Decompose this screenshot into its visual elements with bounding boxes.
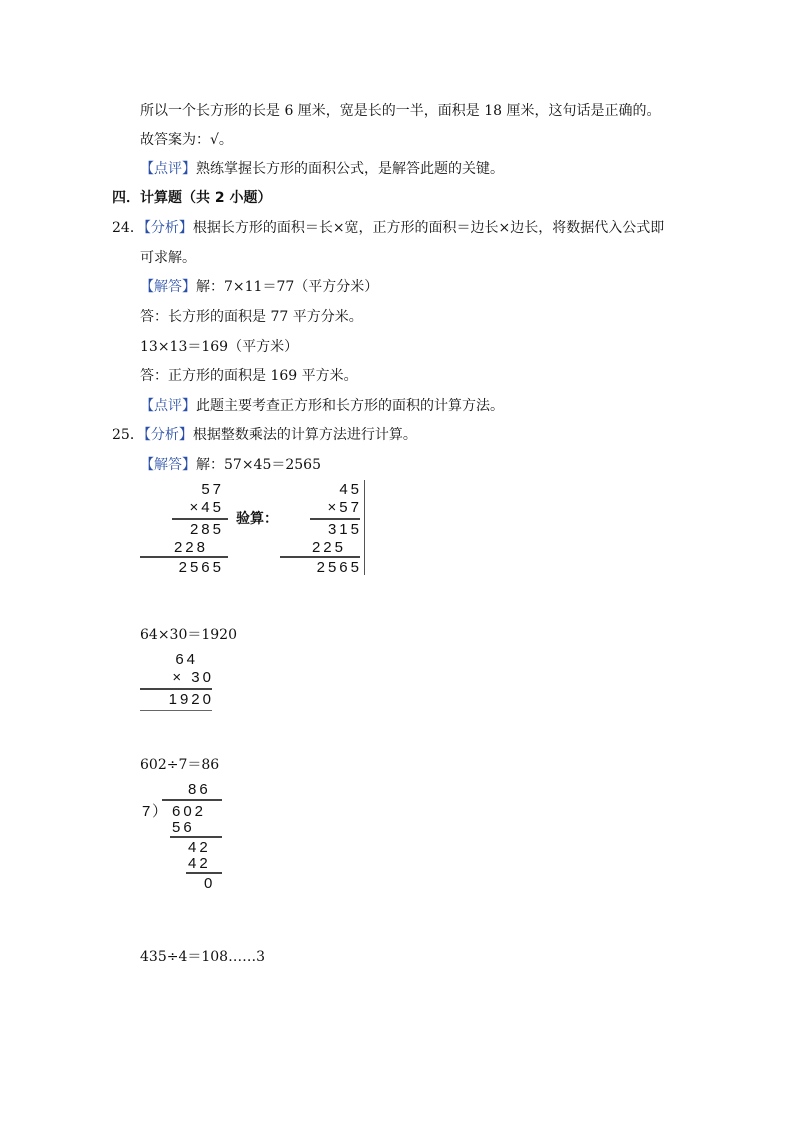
long-division-calc xyxy=(138,780,230,892)
answer-text: 解：57×45＝2565 xyxy=(196,457,321,473)
calc-result: 1920 xyxy=(168,691,214,708)
division-bar xyxy=(170,836,222,838)
division-bar xyxy=(162,799,222,801)
analysis-tag: 【分析】 xyxy=(143,427,193,443)
answer-line xyxy=(140,278,378,296)
calc-top: 57 xyxy=(201,481,224,498)
answer-line xyxy=(140,456,321,474)
text-line: 13×13＝169（平方米） xyxy=(140,339,299,355)
calc-multiplier: ×45 xyxy=(189,499,224,516)
comment-tag: 【点评】 xyxy=(140,161,196,177)
text-line: 答：正方形的面积是 169 平方米。 xyxy=(140,368,358,384)
text-line: 故答案为：√。 xyxy=(140,132,233,148)
division-quotient: 86 xyxy=(188,781,211,798)
calc-underline xyxy=(140,710,212,711)
division-step: 42 xyxy=(188,855,211,872)
calc-bar xyxy=(140,556,228,558)
division-remainder: 0 xyxy=(204,875,216,892)
calc-partial-1: 315 xyxy=(327,521,362,538)
calc-bar xyxy=(310,518,360,520)
calc-result: 2565 xyxy=(178,559,224,576)
question-number: 24． xyxy=(112,220,144,236)
calc-edge xyxy=(364,480,365,575)
calc-partial-2: 225 xyxy=(311,539,346,556)
calc-bar xyxy=(280,556,360,558)
multiplication-calc xyxy=(140,650,220,712)
division-bar xyxy=(186,872,222,874)
comment-text: 此题主要考查正方形和长方形的面积的计算方法。 xyxy=(196,398,504,414)
comment-line xyxy=(140,397,504,415)
calc-multiplier: ×57 xyxy=(327,499,362,516)
comment-tag: 【点评】 xyxy=(140,398,196,414)
verify-label: 验算： xyxy=(236,511,278,527)
calc-multiplier: × 30 xyxy=(172,669,214,686)
comment-text: 熟练掌握长方形的面积公式，是解答此题的关键。 xyxy=(196,161,504,177)
division-step: 42 xyxy=(188,839,211,856)
question-24-analysis xyxy=(112,219,664,237)
division-divisor: 7 xyxy=(142,803,154,820)
answer-tag: 【解答】 xyxy=(140,279,196,295)
analysis-text: 根据长方形的面积＝长×宽，正方形的面积＝边长×边长，将数据代入公式即 xyxy=(192,220,665,236)
division-bracket: ） xyxy=(152,803,171,820)
division-dividend: 602 xyxy=(172,803,207,820)
verification-calc xyxy=(280,480,370,575)
text-line: 可求解。 xyxy=(140,250,196,266)
calc-bar xyxy=(172,518,228,520)
question-25-analysis xyxy=(112,426,417,444)
calc-bar xyxy=(140,688,212,690)
division-step: 56 xyxy=(172,819,195,836)
comment-line xyxy=(140,160,504,178)
multiplication-calc xyxy=(140,480,240,575)
analysis-text: 根据整数乘法的计算方法进行计算。 xyxy=(192,427,417,443)
analysis-tag: 【分析】 xyxy=(143,220,193,236)
expression-line: 64×30＝1920 xyxy=(140,627,237,643)
text-line: 所以一个长方形的长是 6 厘米，宽是长的一半，面积是 18 厘米，这句话是正确的。 xyxy=(140,103,661,119)
calc-partial-2: 228 xyxy=(173,539,208,556)
calc-top: 64 xyxy=(175,651,198,668)
expression-line: 602÷7＝86 xyxy=(140,757,220,773)
text-line: 答：长方形的面积是 77 平方分米。 xyxy=(140,309,363,325)
calc-result: 2565 xyxy=(316,559,362,576)
answer-text: 解：7×11＝77（平方分米） xyxy=(196,279,379,295)
answer-tag: 【解答】 xyxy=(140,457,196,473)
expression-line: 435÷4＝108……3 xyxy=(140,949,265,965)
calc-partial-1: 285 xyxy=(189,521,224,538)
question-number: 25． xyxy=(112,427,144,443)
section-heading: 四．计算题（共 2 小题） xyxy=(112,190,272,206)
calc-top: 45 xyxy=(339,481,362,498)
